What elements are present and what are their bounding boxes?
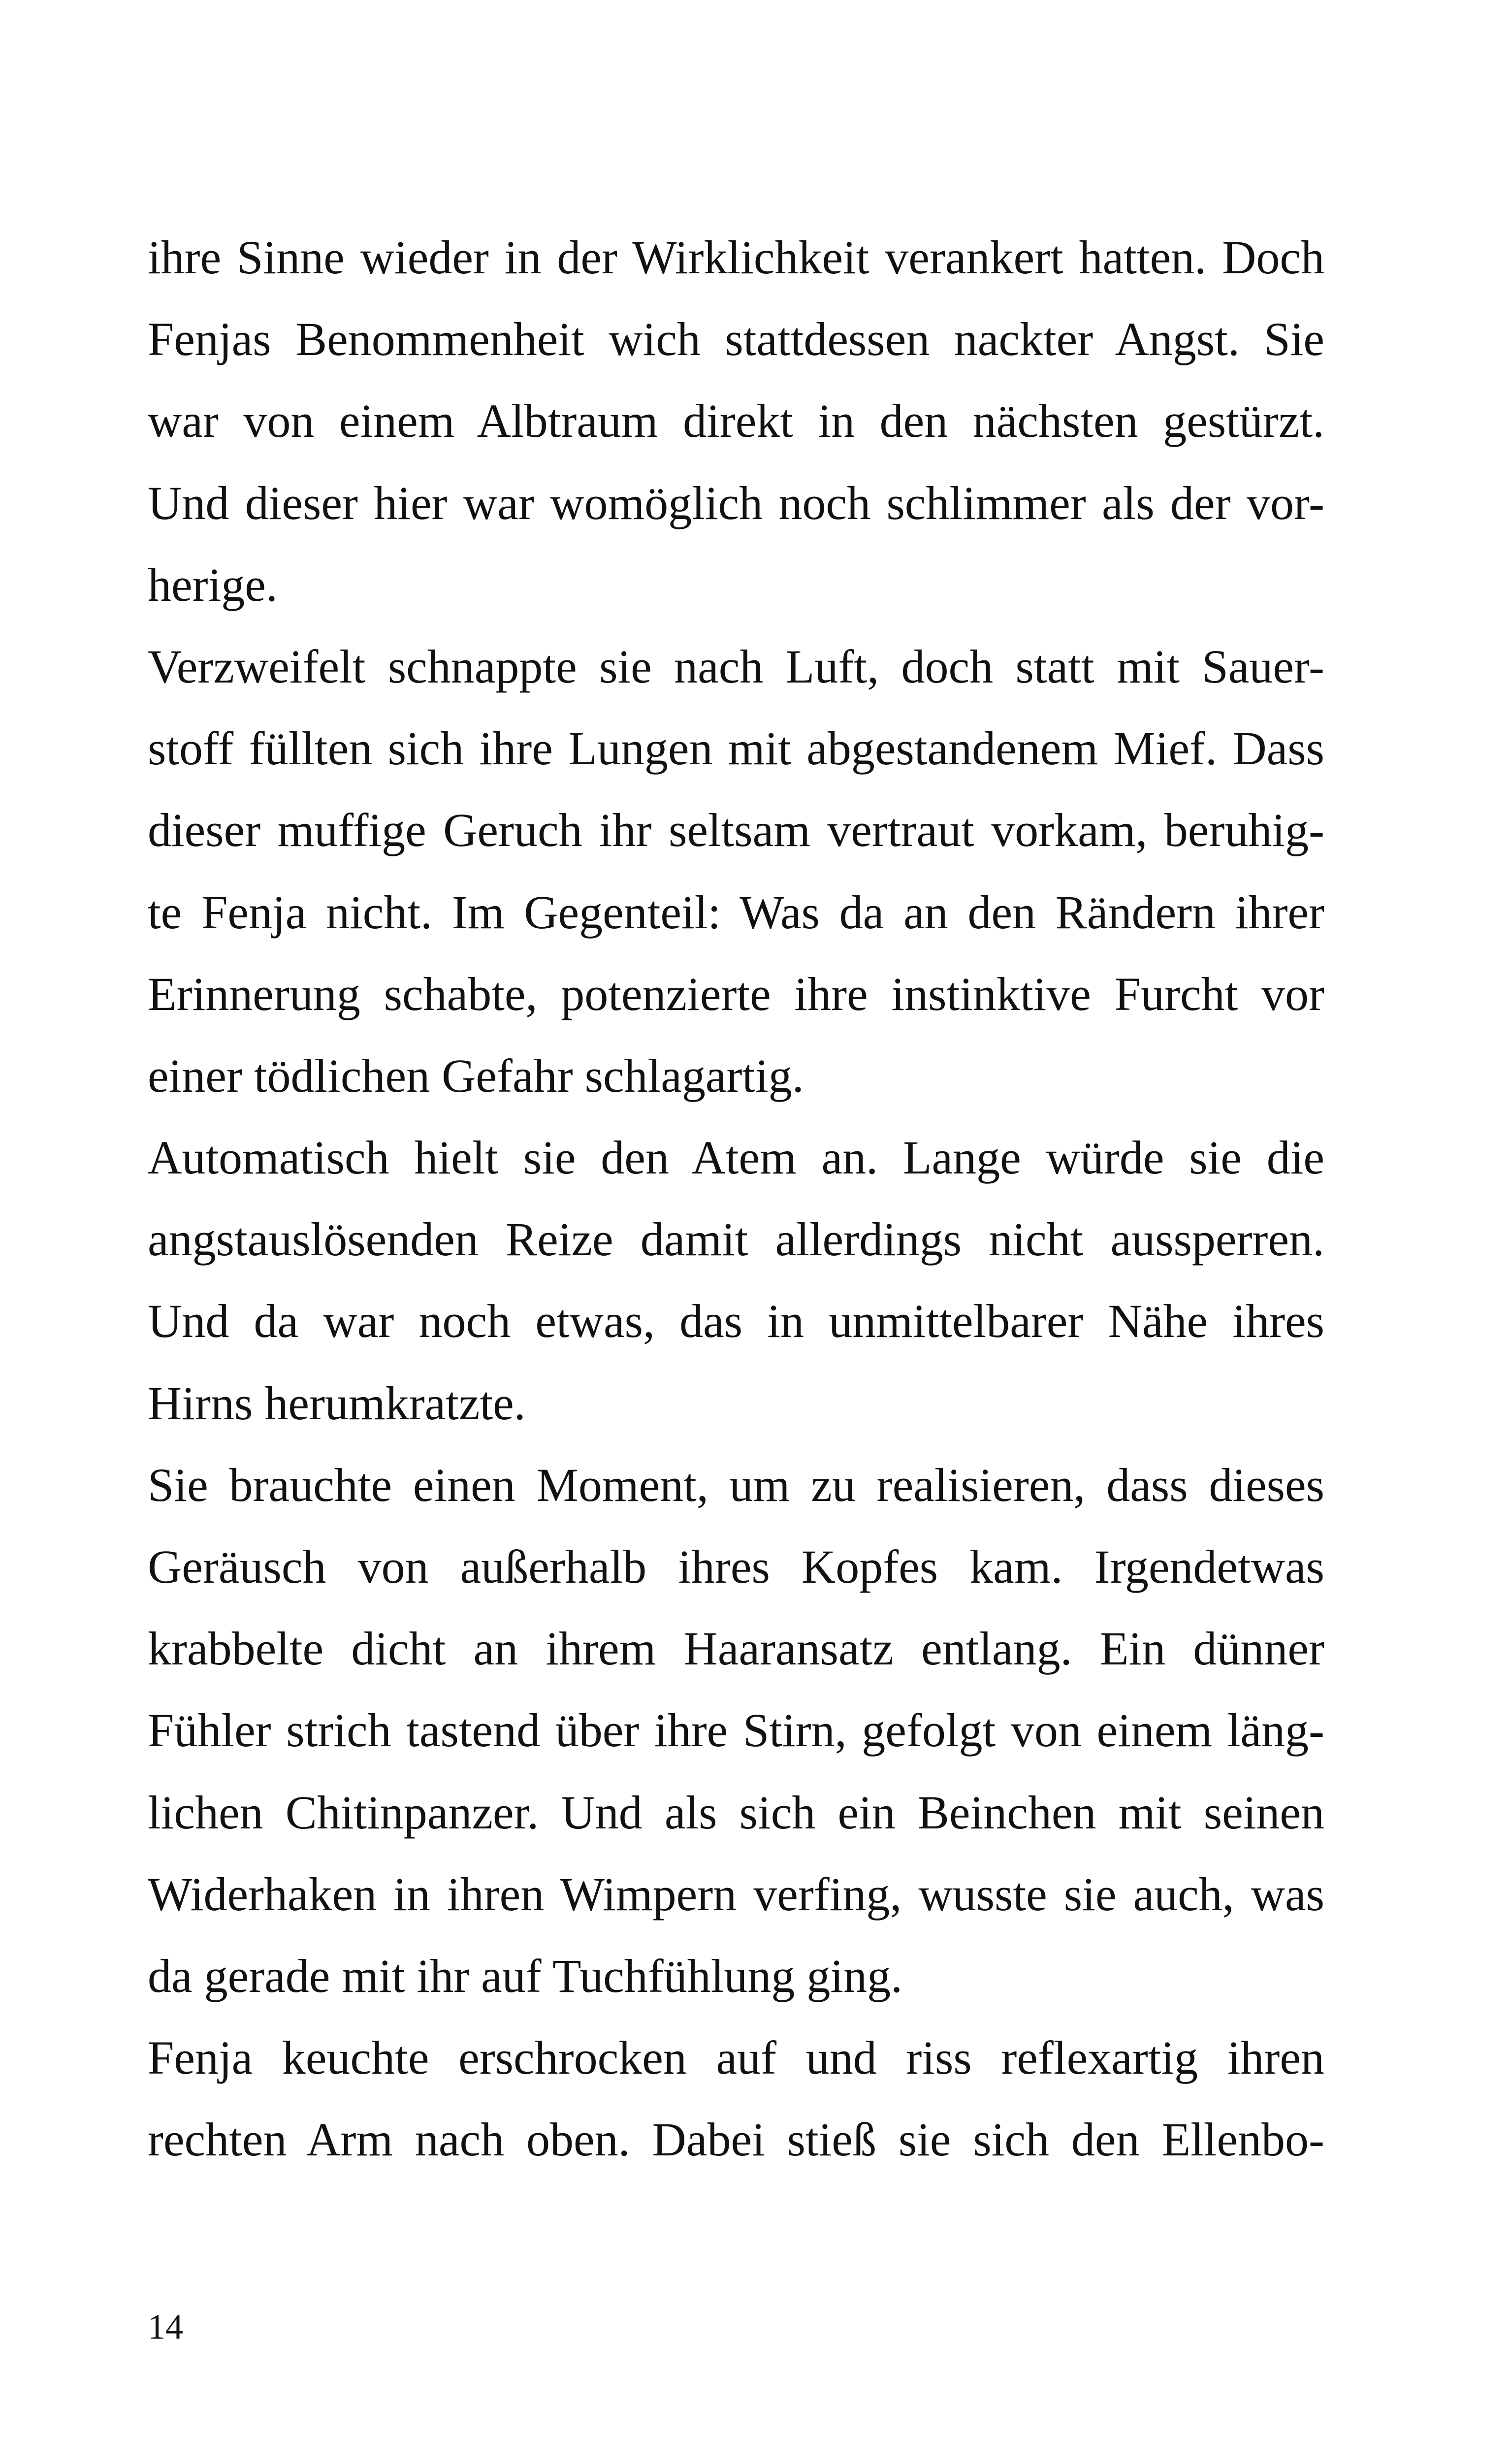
text-line: te Fenja nicht. Im Gegenteil: Was da an den Rändern ihrer [148, 885, 1324, 939]
body-text [148, 217, 1324, 2181]
text-line: Fenjas Benommenheit wich stattdessen nackter Angst. Sie [148, 313, 1324, 366]
text-line: Hirns herumkratzte. [148, 1376, 526, 1430]
text-line: war von einem Albtraum direkt in den nächsten gestürzt. [148, 394, 1324, 448]
page-number: 14 [148, 2307, 183, 2346]
text-line: Fenja keuchte erschrocken auf und riss reflexartig ihren [148, 2031, 1324, 2085]
text-line: Erinnerung schabte, potenzierte ihre instinktive Furcht vor [148, 967, 1324, 1020]
text-line: Fühler strich tastend über ihre Stirn, gefolgt von einem läng- [148, 1704, 1324, 1757]
text-line: herige. [148, 558, 278, 611]
text-line: Automatisch hielt sie den Atem an. Lange würde sie die [148, 1131, 1324, 1184]
text-line: Und da war noch etwas, das in unmittelbarer Nähe ihres [148, 1295, 1324, 1348]
text-line: einer tödlichen Gefahr schlagartig. [148, 1049, 804, 1102]
text-line: rechten Arm nach oben. Dabei stieß sie sich den Ellenbo- [148, 2113, 1324, 2166]
text-line: Sie brauchte einen Moment, um zu realisieren, dass dieses [148, 1458, 1324, 1511]
text-line: angstauslösenden Reize damit allerdings nicht aussperren. [148, 1213, 1324, 1266]
text-line: Verzweifelt schnappte sie nach Luft, doch statt mit Sauer- [148, 640, 1324, 693]
text-line: krabbelte dicht an ihrem Haaransatz entlang. Ein dünner [148, 1622, 1324, 1675]
text-line: Und dieser hier war womöglich noch schlimmer als der vor- [148, 476, 1324, 529]
text-line: Geräusch von außerhalb ihres Kopfes kam. Irgendetwas [148, 1540, 1324, 1593]
text-line: da gerade mit ihr auf Tuchfühlung ging. [148, 1949, 903, 2002]
text-line: ihre Sinne wieder in der Wirklichkeit verankert hatten. Doch [148, 231, 1324, 284]
text-line: lichen Chitinpanzer. Und als sich ein Beinchen mit seinen [148, 1786, 1324, 1839]
text-line: dieser muffige Geruch ihr seltsam vertraut vorkam, beruhig- [148, 804, 1324, 857]
text-line: Widerhaken in ihren Wimpern verfing, wusste sie auch, was [148, 1867, 1324, 1921]
text-line: stoff füllten sich ihre Lungen mit abgestandenem Mief. Dass [148, 722, 1324, 775]
